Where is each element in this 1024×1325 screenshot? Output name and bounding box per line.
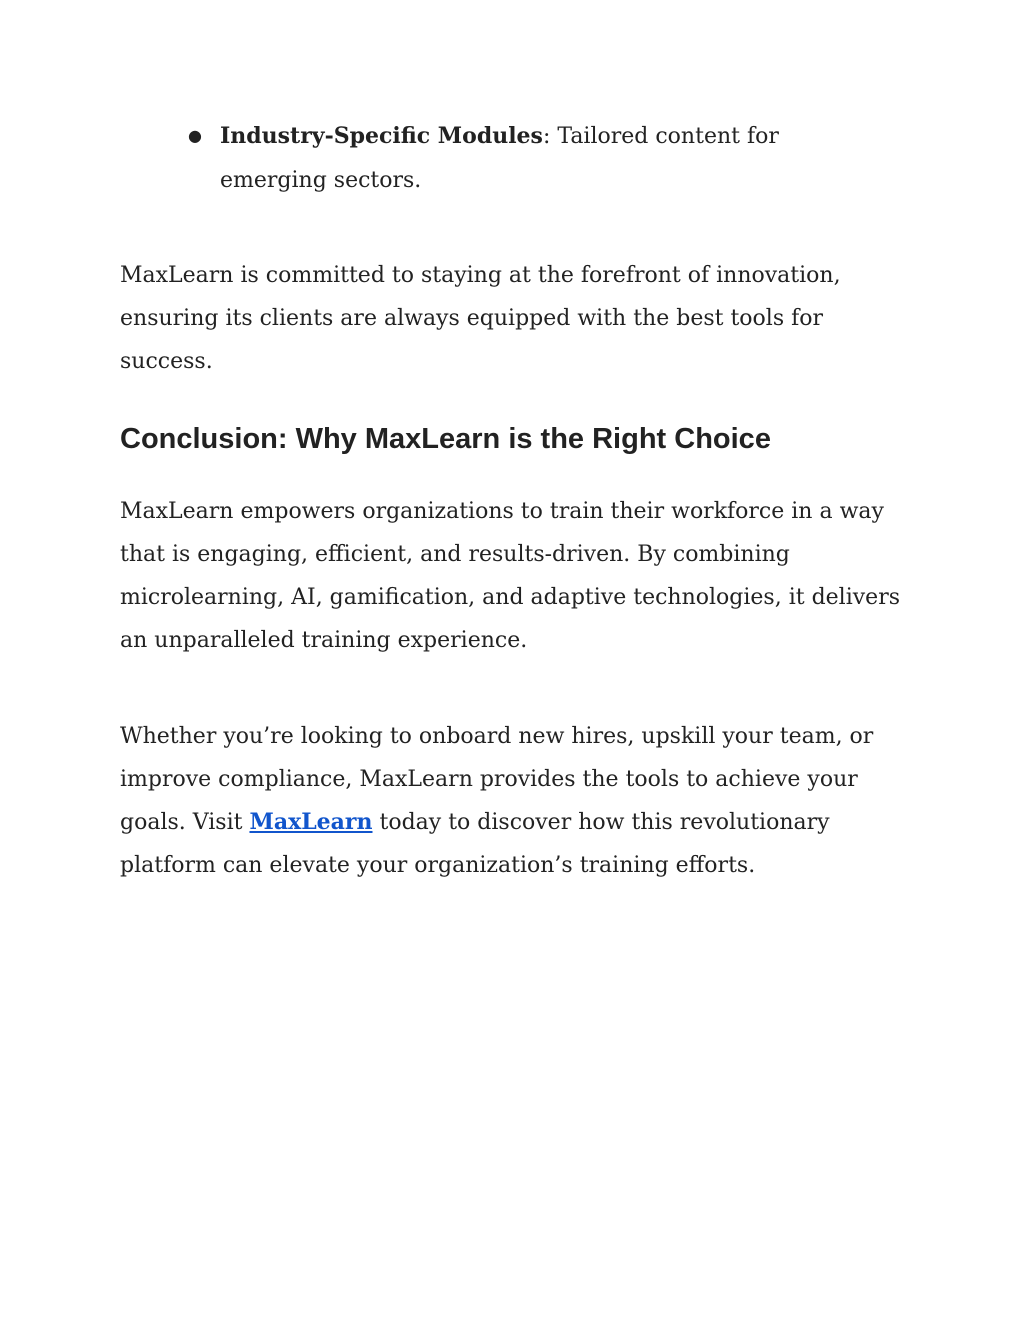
bullet-separator: : [542, 124, 551, 149]
bullet-term: Industry-Specific Modules [220, 123, 543, 149]
paragraph-line: improve compliance, MaxLearn provides the tools to achieve your [120, 767, 858, 792]
maxlearn-link[interactable]: MaxLearn [249, 809, 373, 835]
bullet-text [220, 114, 828, 203]
paragraph-line: MaxLearn empowers organizations to train their workforce in a way [120, 499, 884, 524]
section-heading-conclusion: Conclusion: Why MaxLearn is the Right Choice [120, 423, 771, 455]
paragraph-line-end: today to discover how this revolutionary [372, 810, 830, 835]
bullet-description-line1: Tailored content for [550, 124, 779, 149]
paragraph-call-to-action [120, 715, 910, 887]
paragraph-line: platform can elevate your organization’s training efforts. [120, 853, 756, 878]
paragraph-line: Whether you’re looking to onboard new hires, upskill your team, or [120, 724, 874, 749]
paragraph-line: that is engaging, efficient, and results-driven. By combining [120, 542, 790, 567]
paragraph-line: ensuring its clients are always equipped with the best tools for success. [120, 306, 824, 374]
paragraph-line: an unparalleled training experience. [120, 628, 528, 653]
bullet-description-line2: emerging sectors. [220, 168, 422, 193]
bullet-item-industry-modules [188, 114, 828, 203]
bullet-marker-icon: ● [188, 126, 202, 145]
paragraph-line: microlearning, AI, gamification, and adaptive technologies, it delivers [120, 585, 901, 610]
paragraph-line: MaxLearn is committed to staying at the forefront of innovation, [120, 263, 841, 288]
paragraph-line-start: goals. Visit [120, 810, 250, 835]
paragraph-empowers [120, 490, 910, 662]
paragraph-innovation [120, 254, 910, 383]
